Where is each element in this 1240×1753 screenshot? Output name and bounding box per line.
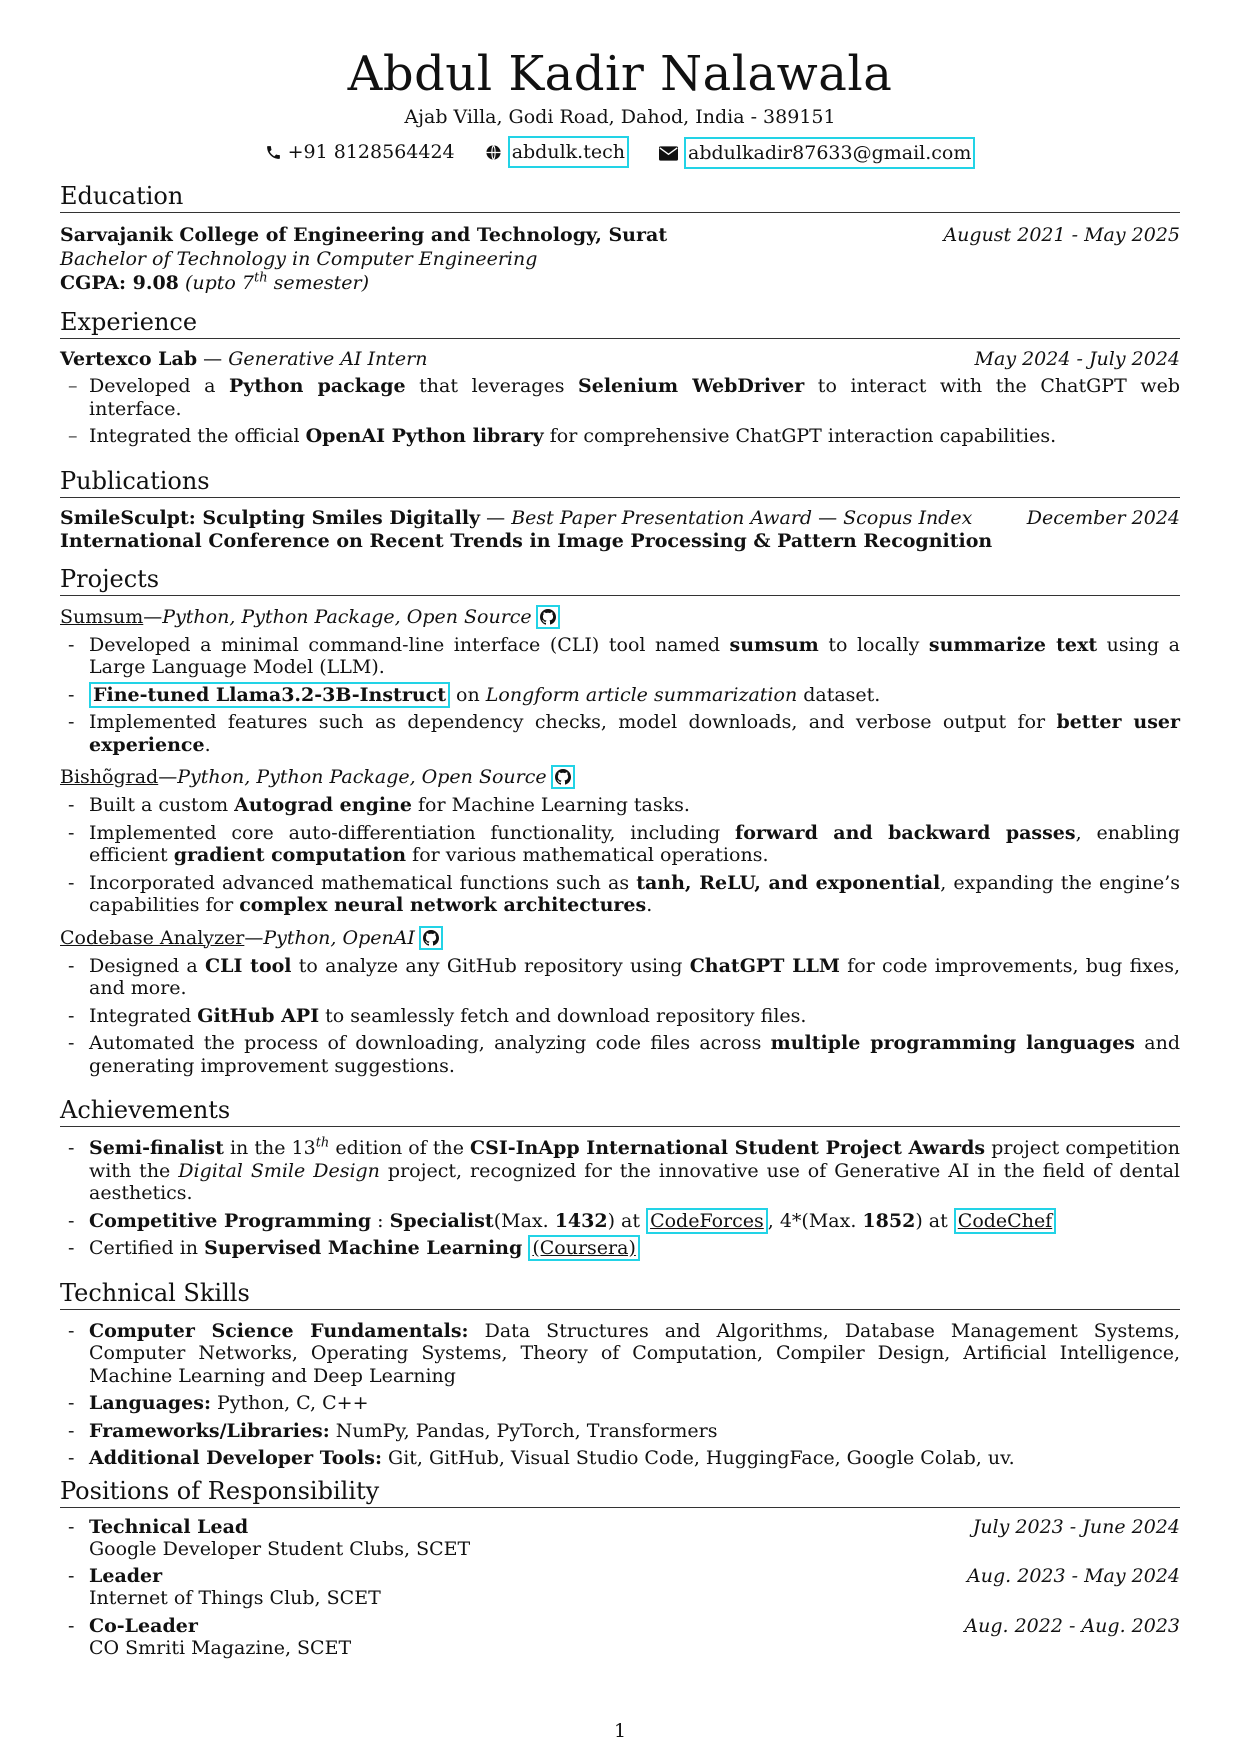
project-tags: Python, Python Package, Open Source	[162, 605, 532, 628]
envelope-icon	[659, 146, 678, 161]
list-item: - Implemented features such as dependency checks, model downloads, and verbose output for better user experience.	[60, 711, 1180, 756]
list-item: - Incorporated advanced mathematical functions such as tanh, ReLU, and exponential, expanding the engine’s capabilities for complex neural network architectures.	[60, 872, 1180, 917]
project-link[interactable]: Sumsum	[60, 605, 144, 628]
list-item: - Co-Leader Aug. 2022 - Aug. 2023 CO Smriti Magazine, SCET	[60, 1615, 1180, 1660]
section-title: Positions of Responsibility	[60, 1476, 1180, 1508]
list-item: – Developed a Python package that leverages Selenium WebDriver to interact with the ChatGPT web interface.	[60, 375, 1180, 420]
achievement-list	[60, 1137, 1180, 1260]
list-item: - Languages: Python, C, C++	[60, 1392, 1180, 1415]
list-item: – Integrated the official OpenAI Python library for comprehensive ChatGPT interaction capabilities.	[60, 425, 1180, 448]
project-sumsum: Sumsum — Python, Python Package, Open Source	[60, 604, 1180, 630]
project-bullets	[60, 955, 1180, 1078]
index: Scopus Index	[843, 506, 973, 529]
codechef-link[interactable]: CodeChef	[954, 1208, 1056, 1234]
globe-icon	[485, 144, 502, 161]
education-entry	[60, 223, 1180, 247]
experience-dates: May 2024 - July 2024	[974, 348, 1180, 370]
section-title: Education	[60, 181, 1180, 213]
page-number: 1	[613, 1720, 627, 1742]
list-item: - Designed a CLI tool to analyze any GitHub repository using ChatGPT LLM for code improvements, bug fixes, and more.	[60, 955, 1180, 1000]
publication-entry: SmileSculpt: Sculpting Smiles Digitally — Best Paper Presentation Award — Scopus Index December 2024	[60, 506, 1180, 529]
github-icon[interactable]	[551, 765, 575, 789]
project-tags: Python, OpenAI	[263, 926, 415, 949]
resume-page	[60, 44, 1180, 1664]
award: Best Paper Presentation Award	[511, 506, 813, 529]
project-bullets	[60, 634, 1180, 757]
website-link[interactable]: abdulk.tech	[508, 136, 629, 168]
list-item: - Frameworks/Libraries: NumPy, Pandas, PyTorch, Transformers	[60, 1420, 1180, 1443]
list-item: - Computer Science Fundamentals: Data Structures and Algorithms, Database Management Systems, Computer Networks, Operating Systems, Theory of Computation, Compiler Design, Artificial Intelligence, Machine Learning and Deep Learning	[60, 1320, 1180, 1388]
header	[60, 44, 1180, 169]
positions-list	[60, 1516, 1180, 1660]
email-link[interactable]: abdulkadir87633@gmail.com	[684, 137, 975, 169]
projects-section	[60, 564, 1180, 1078]
cgpa-value: CGPA: 9.08	[60, 272, 179, 294]
list-item: - Implemented core auto-differentiation functionality, including forward and backward passes, enabling efficient gradient computation for various mathematical operations.	[60, 822, 1180, 867]
paper-title: SmileSculpt: Sculpting Smiles Digitally	[60, 506, 481, 529]
skills-list	[60, 1320, 1180, 1470]
experience-bullets	[60, 375, 1180, 448]
project-codebase-analyzer: Codebase Analyzer — Python, OpenAI	[60, 925, 1180, 951]
conference: International Conference on Recent Trends in Image Processing & Pattern Recognition	[60, 529, 993, 552]
experience-section	[60, 307, 1180, 448]
achievements-section	[60, 1095, 1180, 1260]
phone-contact	[265, 138, 455, 166]
list-item: - Certified in Supervised Machine Learning (Coursera)	[60, 1237, 1180, 1260]
education-section	[60, 181, 1180, 295]
list-item: - Semi-finalist in the 13th edition of the CSI-InApp International Student Project Awards project competition with the Digital Smile Design project, recognized for the innovative use of Generative AI in the field of dental aesthetics.	[60, 1137, 1180, 1205]
contact-line	[60, 136, 1180, 169]
degree: Bachelor of Technology in Computer Engineering	[60, 248, 538, 270]
list-item: - Leader Aug. 2023 - May 2024 Internet of Things Club, SCET	[60, 1565, 1180, 1610]
project-tags: Python, Python Package, Open Source	[177, 766, 547, 788]
list-item: - Developed a minimal command-line interface (CLI) tool named sumsum to locally summarize text using a Large Language Model (LLM).	[60, 634, 1180, 679]
section-title: Technical Skills	[60, 1278, 1180, 1310]
cgpa-note: (upto 7th semester)	[184, 270, 369, 294]
publication-dates: December 2024	[1026, 506, 1180, 529]
project-bishograd: Bishõgrad — Python, Python Package, Open Source	[60, 764, 1180, 790]
coursera-link[interactable]: (Coursera)	[528, 1235, 640, 1261]
candidate-name: Abdul Kadir Nalawala	[347, 46, 893, 102]
list-item: - Competitive Programming : Specialist(Max. 1432) at CodeForces , 4*(Max. 1852) at CodeChef	[60, 1210, 1180, 1233]
project-bullets	[60, 794, 1180, 917]
positions-section	[60, 1476, 1180, 1660]
experience-entry: Vertexco Lab — Generative AI Intern May 2024 - July 2024	[60, 348, 1180, 370]
list-item: - Automated the process of downloading, analyzing code files across multiple programming languages and generating improvement suggestions.	[60, 1032, 1180, 1077]
phone-number: +91 8128564424	[287, 141, 455, 163]
list-item: - Built a custom Autograd engine for Machine Learning tasks.	[60, 794, 1180, 817]
project-link[interactable]: Bishõgrad	[60, 766, 159, 788]
address: Ajab Villa, Godi Road, Dahod, India - 389151	[404, 106, 836, 128]
education-dates: August 2021 - May 2025	[943, 224, 1180, 246]
company: Vertexco Lab	[60, 348, 198, 370]
list-item: - Additional Developer Tools: Git, GitHub, Visual Studio Code, HuggingFace, Google Colab, uv.	[60, 1447, 1180, 1470]
github-icon[interactable]	[536, 605, 560, 629]
list-item: - Technical Lead July 2023 - June 2024 Google Developer Student Clubs, SCET	[60, 1516, 1180, 1561]
list-item: - Integrated GitHub API to seamlessly fetch and download repository files.	[60, 1005, 1180, 1028]
section-title: Experience	[60, 307, 1180, 339]
publications-section	[60, 466, 1180, 552]
role: Generative AI Intern	[228, 348, 428, 370]
section-title: Achievements	[60, 1095, 1180, 1127]
skills-section	[60, 1278, 1180, 1470]
school-name: Sarvajanik College of Engineering and Technology, Surat	[60, 224, 668, 246]
cgpa	[60, 271, 1180, 295]
finetune-link[interactable]: Fine-tuned Llama3.2-3B-Instruct	[89, 682, 450, 708]
list-item: - Fine-tuned Llama3.2-3B-Instruct on Longform article summarization dataset.	[60, 684, 1180, 707]
project-link[interactable]: Codebase Analyzer	[60, 926, 245, 949]
section-title: Projects	[60, 564, 1180, 596]
phone-icon	[265, 144, 282, 161]
email-contact	[659, 137, 975, 169]
github-icon[interactable]	[419, 926, 443, 950]
website-contact	[485, 136, 629, 168]
codeforces-link[interactable]: CodeForces	[646, 1208, 768, 1234]
section-title: Publications	[60, 466, 1180, 498]
